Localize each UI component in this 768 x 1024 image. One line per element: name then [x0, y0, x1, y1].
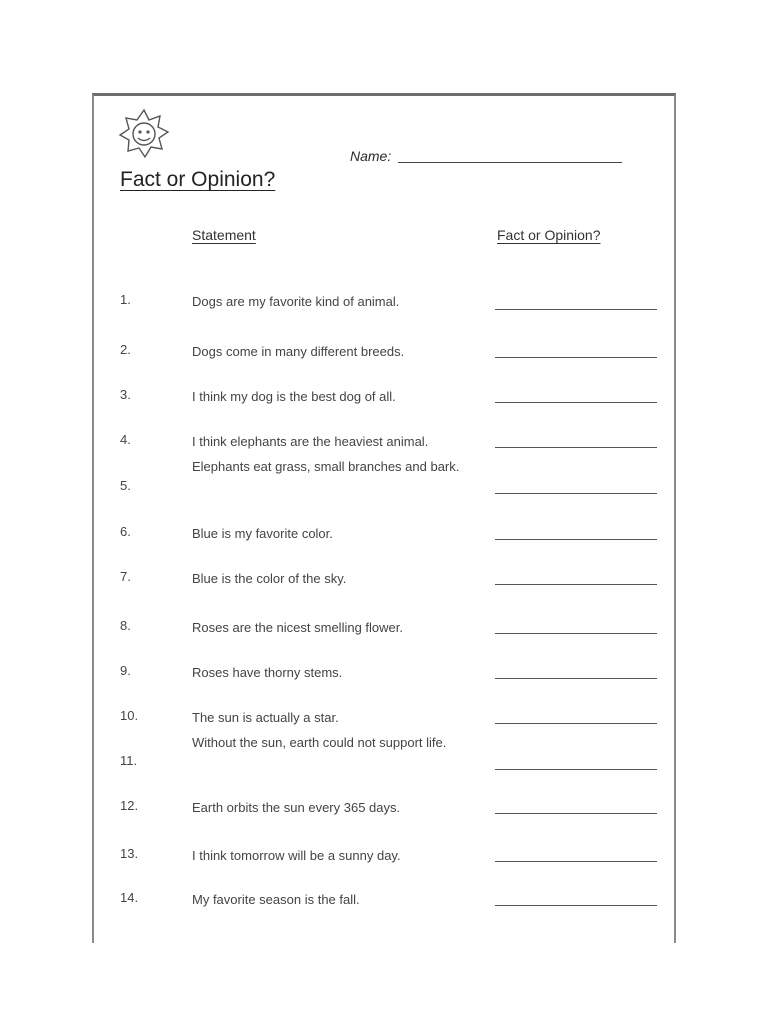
statement-text: Earth orbits the sun every 365 days. [192, 800, 401, 815]
answer-blank[interactable] [495, 678, 657, 679]
statement-number: 14. [120, 890, 139, 905]
statement-text: My favorite season is the fall. [192, 892, 360, 907]
answer-blank[interactable] [495, 309, 657, 310]
answer-blank[interactable] [495, 584, 657, 585]
answer-blank[interactable] [495, 723, 657, 724]
statement-number: 12. [120, 798, 139, 813]
statement-number: 6. [120, 524, 131, 539]
worksheet-title: Fact or Opinion? [120, 168, 276, 191]
statement-number: 5. [120, 478, 131, 493]
answer-blank[interactable] [495, 357, 657, 358]
statement-text: The sun is actually a star. [192, 710, 339, 725]
statement-number: 4. [120, 432, 131, 447]
answer-blank[interactable] [495, 813, 657, 814]
name-field[interactable] [398, 162, 622, 163]
answer-blank[interactable] [495, 493, 657, 494]
statement-text: Blue is the color of the sky. [192, 571, 347, 586]
statement-text: Elephants eat grass, small branches and bark. [192, 459, 460, 474]
statement-text: I think elephants are the heaviest animal. [192, 434, 429, 449]
statement-number: 10. [120, 708, 139, 723]
statement-text: Dogs are my favorite kind of animal. [192, 294, 400, 309]
answer-blank[interactable] [495, 539, 657, 540]
statement-number: 11. [120, 753, 138, 768]
answer-blank[interactable] [495, 633, 657, 634]
statement-number: 7. [120, 569, 131, 584]
sun-icon [118, 108, 170, 160]
statement-text: Without the sun, earth could not support life. [192, 735, 447, 750]
statement-text: Roses have thorny stems. [192, 665, 343, 680]
statement-number: 2. [120, 342, 131, 357]
answer-blank[interactable] [495, 447, 657, 448]
statement-text: I think my dog is the best dog of all. [192, 389, 396, 404]
statement-number: 8. [120, 618, 131, 633]
answer-blank[interactable] [495, 769, 657, 770]
statement-number: 1. [120, 292, 131, 307]
answer-blank[interactable] [495, 861, 657, 862]
statement-number: 13. [120, 846, 139, 861]
name-label: Name: [350, 148, 392, 164]
answer-column-header: Fact or Opinion? [497, 227, 601, 243]
statement-column-header: Statement [192, 227, 256, 243]
statement-text: I think tomorrow will be a sunny day. [192, 848, 401, 863]
statement-number: 9. [120, 663, 131, 678]
statement-number: 3. [120, 387, 131, 402]
answer-blank[interactable] [495, 905, 657, 906]
statement-text: Dogs come in many different breeds. [192, 344, 405, 359]
statement-text: Roses are the nicest smelling flower. [192, 620, 403, 635]
statement-text: Blue is my favorite color. [192, 526, 333, 541]
answer-blank[interactable] [495, 402, 657, 403]
